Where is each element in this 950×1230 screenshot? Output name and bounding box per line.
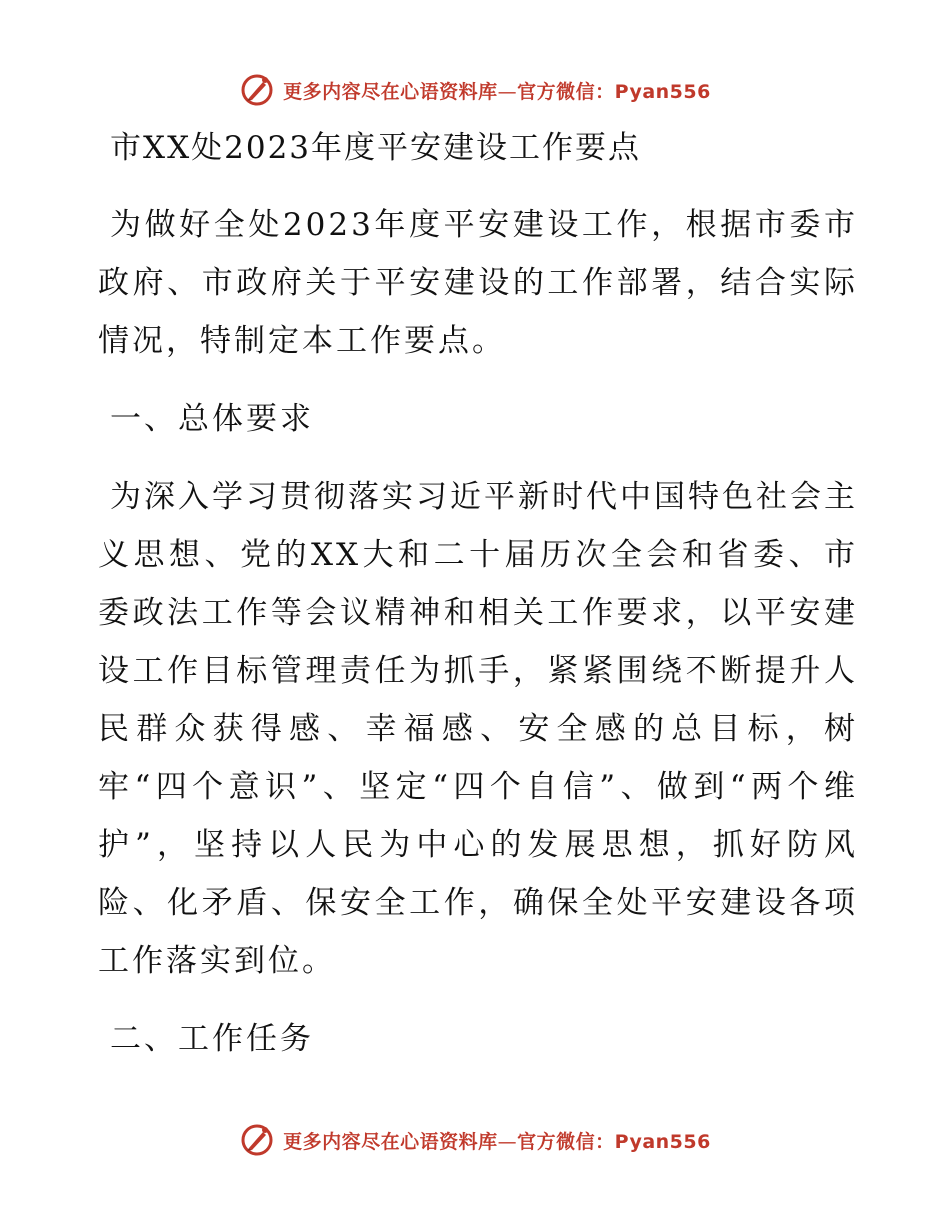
banner-text: 更多内容尽在心语资料库—官方微信：Pyan556 (283, 1130, 711, 1153)
document-body (98, 122, 858, 1068)
section-heading-general-requirements: 一、总体要求 (110, 401, 314, 437)
general-requirements-paragraph: 为深入学习贯彻落实习近平新时代中国特色社会主义思想、党的XX大和二十届历次全会和省委、市委政法工作等会议精神和相关工作要求，以平安建设工作目标管理责任为抓手，紧紧围绕不断提升人民群众获得感、幸福感、安全感的总目标，树牢“四个意识”、坚定“四个自信”、做到“两个维护”，坚持以人民为中心的发展思想，抓好防风险、化矛盾、保安全工作，确保全处平安建设各项工作落实到位。 (98, 479, 858, 979)
footer-watermark-banner (0, 1120, 950, 1160)
section-heading-work-tasks: 二、工作任务 (110, 1021, 314, 1057)
pen-circle-icon (239, 1122, 275, 1158)
intro-paragraph: 为做好全处2023年度平安建设工作，根据市委市政府、市政府关于平安建设的工作部署，结合实际情况，特制定本工作要点。 (98, 207, 858, 359)
pen-circle-icon (239, 72, 275, 108)
header-watermark-banner (0, 70, 950, 110)
document-title: 市XX处2023年度平安建设工作要点 (110, 130, 642, 166)
banner-text: 更多内容尽在心语资料库—官方微信：Pyan556 (283, 80, 711, 103)
